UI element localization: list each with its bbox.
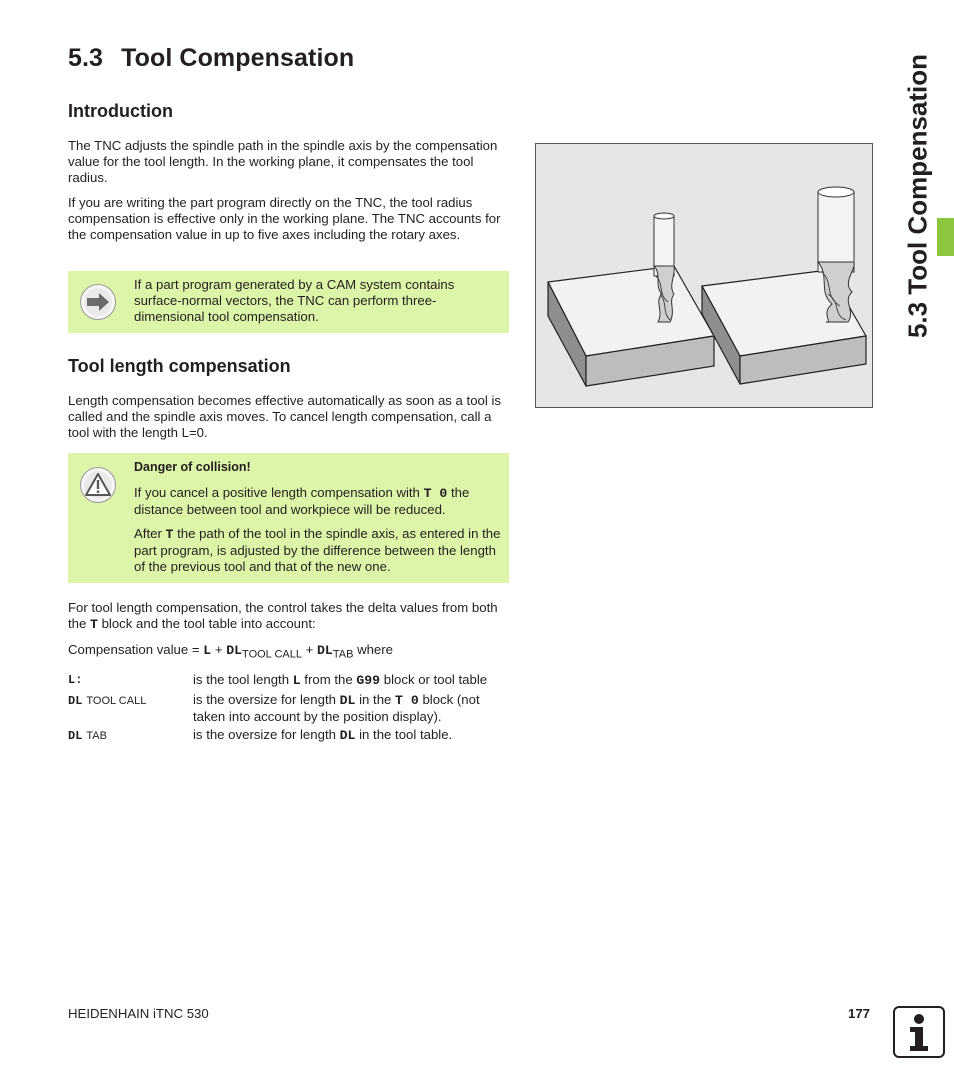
introduction-paragraph-2: If you are writing the part program directly on the TNC, the tool radius compensation is effective only in the working plane. The TNC accounts for the compensation value in up to five axes including the rotary axes. <box>68 195 501 242</box>
desc-text: is the oversize for length <box>193 727 340 742</box>
code-t: T <box>165 527 174 542</box>
formula-sub: TOOL CALL <box>242 648 302 661</box>
side-tab-band <box>937 218 954 256</box>
page-title <box>68 44 354 73</box>
section-number: 5.3 <box>68 44 104 72</box>
warning-box <box>68 453 509 583</box>
formula-l: L <box>203 643 212 658</box>
desc-text: in the tool table. <box>355 727 453 742</box>
definition-term <box>68 694 146 708</box>
desc-code: G99 <box>356 673 381 688</box>
introduction-paragraph-1: The TNC adjusts the spindle path in the spindle axis by the compensation value for the tool length. In the working plane, it compensates the tool radius. <box>68 138 498 185</box>
term-sub: TOOL CALL <box>86 695 147 707</box>
term-label: L: <box>68 673 83 687</box>
code-t: T <box>90 617 98 632</box>
tool-compensation-figure <box>535 143 873 408</box>
body-text: For tool length compensation, the control takes the delta values from both the <box>68 600 498 631</box>
desc-code: DL <box>339 728 356 743</box>
definition-description <box>193 727 509 744</box>
definition-description <box>193 692 509 725</box>
desc-text: is the oversize for length <box>193 692 340 707</box>
tool-length-paragraph-1: Length compensation becomes effective automatically as soon as a tool is called and the spindle axis moves. To cancel length compensation, call a tool with the length L=0. <box>68 393 501 440</box>
desc-text: block (not taken into account by the position display). <box>193 692 480 724</box>
warning-paragraph-1 <box>134 485 502 518</box>
term-sub: TAB <box>86 730 107 742</box>
section-title: Tool Compensation <box>121 44 355 72</box>
desc-code: L <box>292 673 301 688</box>
definition-term <box>68 729 107 743</box>
formula-dl: DL <box>317 643 333 658</box>
warning-triangle-icon <box>80 467 116 503</box>
introduction-heading: Introduction <box>68 101 173 121</box>
desc-code: DL <box>339 693 356 708</box>
definition-term <box>68 673 82 687</box>
definition-description <box>193 672 509 689</box>
warning-text: If you cancel a positive length compensation with <box>134 485 424 500</box>
desc-text: block or tool table <box>380 672 488 687</box>
note-text: If a part program generated by a CAM system contains surface-normal vectors, the TNC can perform three-dimensional tool compensation. <box>134 277 455 324</box>
formula-text: + <box>211 642 227 657</box>
info-icon[interactable] <box>893 1006 945 1058</box>
code-t0: T 0 <box>423 486 448 501</box>
page-number: 177 <box>848 1006 871 1021</box>
formula-text: + <box>301 642 317 657</box>
desc-text: in the <box>355 692 396 707</box>
term-label: DL <box>68 694 83 708</box>
warning-title: Danger of collision! <box>134 460 251 474</box>
footer-product: HEIDENHAIN iTNC 530 <box>68 1006 209 1021</box>
side-title-text: 5.3 Tool Compensation <box>902 53 933 339</box>
compensation-formula <box>68 642 510 663</box>
tool-length-heading: Tool length compensation <box>68 356 291 376</box>
note-box <box>68 271 509 333</box>
side-section-title <box>897 53 939 339</box>
term-label: DL <box>68 729 83 743</box>
desc-code: T 0 <box>395 693 419 708</box>
tool-length-paragraph-2 <box>68 600 510 633</box>
warning-text: the path of the tool in the spindle axis, as entered in the part program, is adjusted by the difference between the length of the previous tool and that of the new one. <box>134 526 501 574</box>
tool-illustration <box>536 144 872 407</box>
desc-text: from the <box>300 672 357 687</box>
formula-text: Compensation value = <box>68 642 204 657</box>
warning-text: the distance between tool and workpiece will be reduced. <box>134 485 470 517</box>
formula-dl: DL <box>226 643 243 658</box>
warning-text: After <box>134 526 166 541</box>
warning-paragraph-2 <box>134 526 502 575</box>
arrow-right-icon <box>80 284 116 320</box>
desc-text: is the tool length <box>193 672 293 687</box>
body-text: block and the tool table into account: <box>97 616 316 631</box>
formula-text: where <box>353 642 393 657</box>
formula-sub: TAB <box>332 648 354 661</box>
